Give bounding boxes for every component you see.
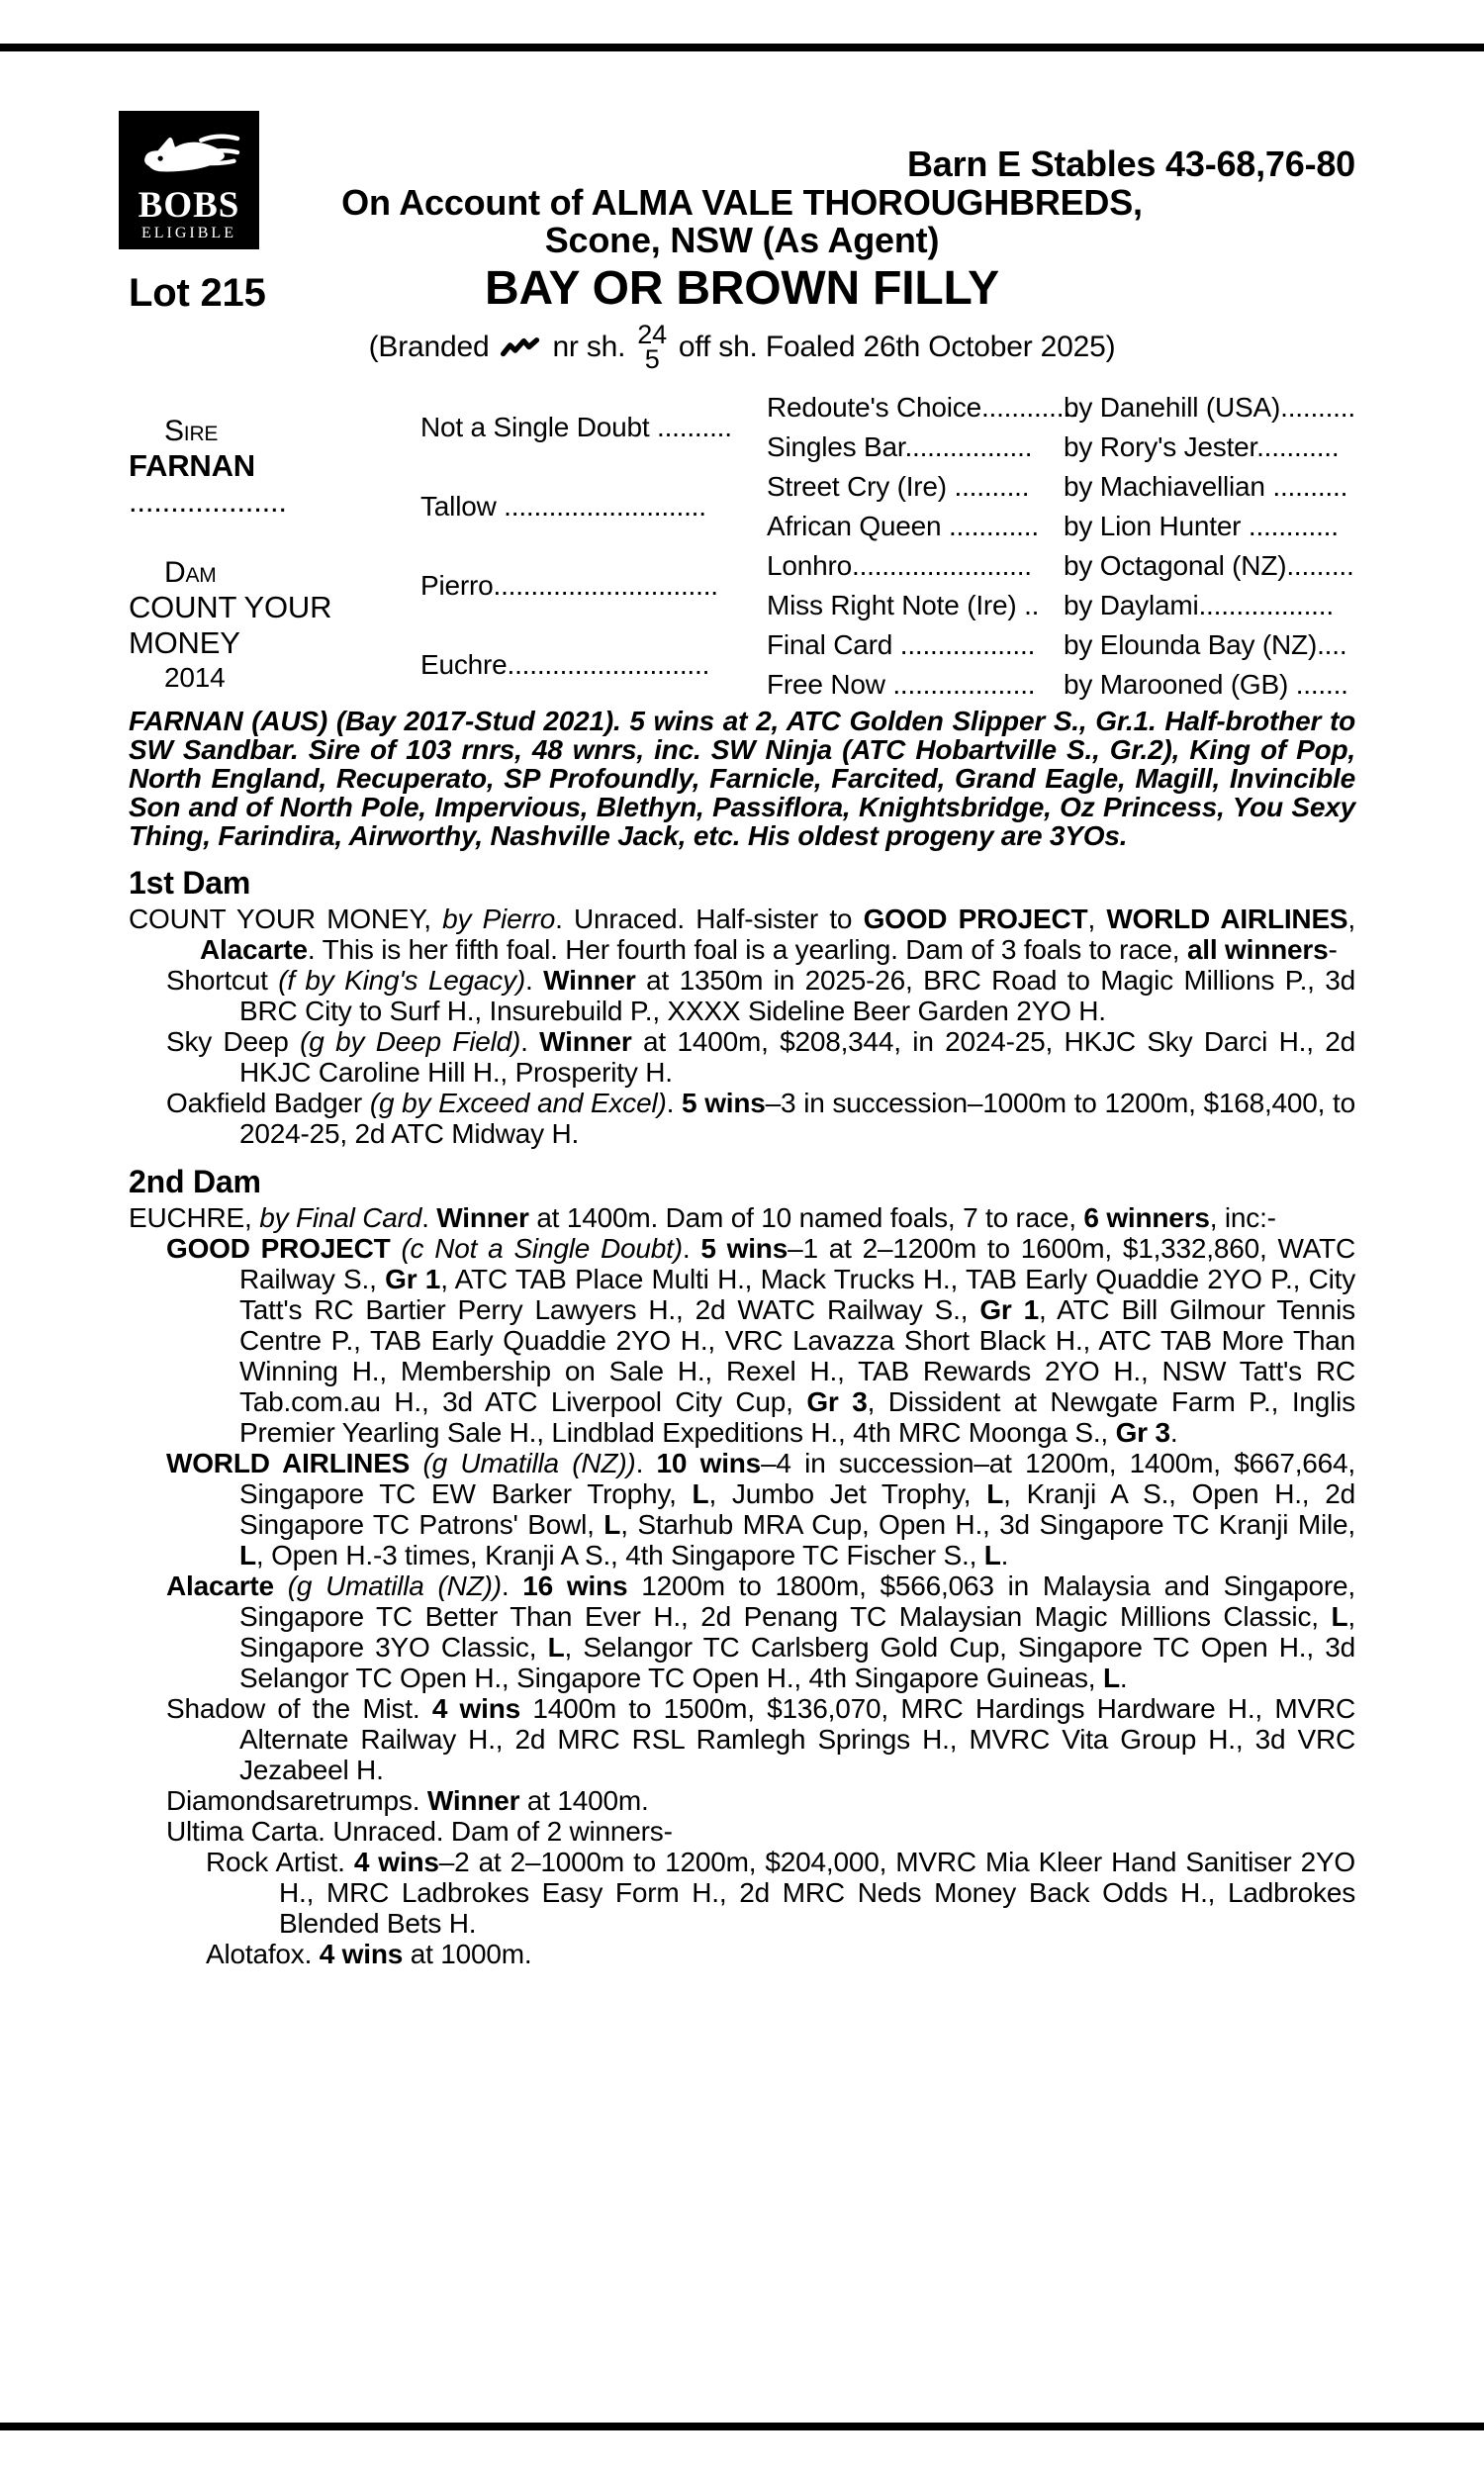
dam-year: 2014: [164, 662, 226, 693]
section-heading: 1st Dam: [129, 865, 251, 901]
pedigree-ancestor: Final Card ..................: [767, 629, 1036, 660]
text-run: 6 winners: [1083, 1202, 1210, 1233]
brand-number-top: 24: [637, 320, 667, 349]
text-run: Gr 1: [979, 1294, 1040, 1325]
text-run: 5 wins: [700, 1233, 788, 1264]
sire-summary: FARNAN (AUS) (Bay 2017-Stud 2021). 5 wins at 2, ATC Golden Slipper S., Gr.1. Half-brother to SW Sandbar. Sire of 103 rnrs, 48 wnrs, inc. SW Ninja (ATC Hobartville S., Gr.2), King of Pop, North England, Recuperato, SP Profoundly, Farnicle, Farcited, Grand Eagle, Magill, Invincible Son and of North Pole, Impervious, Blethyn, Passiflora, Knightsbridge, Oz Princess, You Sexy Thing, Farindira, Airworthy, Nashville Jack, etc. His oldest progeny are 3YOs.: [129, 706, 1355, 851]
text-run: by Pierro: [442, 904, 556, 934]
brand-number-bottom: 5: [644, 344, 660, 374]
text-run: Winner: [426, 1785, 520, 1816]
text-run: -: [1328, 934, 1338, 965]
text-run: GOOD PROJECT: [863, 904, 1088, 934]
page-title: BAY OR BROWN FILLY: [484, 262, 1000, 315]
text-run: 5 wins: [682, 1088, 766, 1118]
pedigree-paragraph: [129, 1570, 1355, 1693]
sire-name: FARNAN: [129, 448, 255, 483]
pedigree-ancestor: Free Now ...................: [767, 669, 1036, 700]
pedigree-dam-block: [129, 546, 420, 705]
pedigree-ancestor: Lonhro........................: [767, 550, 1032, 581]
logo-text-bobs: BOBS: [138, 185, 240, 226]
text-run: EUCHRE,: [129, 1202, 260, 1233]
text-run: .: [682, 1233, 701, 1264]
text-run: at 1350m in 2025-26, BRC Road to Magic Millions P., 3d BRC City to Surf H., Insurebuild P., XXXX Sideline Beer Garden 2YO H.: [239, 965, 1356, 1026]
title-row: [129, 263, 1355, 317]
text-run: , Singapore 3YO Classic,: [239, 1601, 1355, 1663]
text-run: 4 wins: [319, 1939, 404, 1969]
catalogue-body: [129, 707, 1355, 1969]
pedigree-gen2-sire-of-sire: Not a Single Doubt ..........: [420, 412, 732, 442]
text-run: (c Not a Single Doubt): [401, 1233, 683, 1264]
text-run: L: [239, 1540, 256, 1570]
text-run: 10 wins: [656, 1448, 762, 1478]
pedigree-ancestor-sire: by Daylami..................: [1064, 590, 1334, 620]
text-run: L: [983, 1540, 1001, 1570]
text-run: –4 in succession–at 1200m, 1400m, $667,664, Singapore TC EW Barker Trophy,: [239, 1448, 1355, 1509]
text-run: at 1400m. Dam of 10 named foals, 7 to race,: [528, 1202, 1084, 1233]
pedigree-ancestor-sire: by Danehill (USA)..........: [1064, 392, 1355, 423]
text-run: , Kranji A S., Open H., 2d Singapore TC Patrons' Bowl,: [239, 1478, 1355, 1540]
dam-section: [129, 866, 1355, 1149]
page-header: [129, 144, 1355, 372]
pedigree-gen2-dam-of-sire: Tallow ...........................: [420, 491, 706, 522]
pedigree-ancestor: Street Cry (Ire) ..........: [767, 471, 1030, 502]
branded-nr-sh: nr sh.: [552, 331, 626, 363]
barn-stables-line: Barn E Stables 43-68,76-80: [906, 143, 1355, 184]
text-run: Gr 1: [385, 1264, 441, 1294]
text-run: L: [1331, 1601, 1348, 1632]
pedigree-ancestor-sire: by Lion Hunter ............: [1064, 511, 1339, 541]
text-run: Diamondsaretrumps.: [166, 1785, 427, 1816]
pedigree-paragraph: [129, 1088, 1355, 1149]
pedigree-paragraph: [129, 1847, 1355, 1939]
text-run: Shadow of the Mist.: [166, 1693, 432, 1724]
text-run: 4 wins: [431, 1693, 520, 1724]
text-run: Gr 3: [806, 1386, 868, 1417]
text-run: .: [520, 1026, 540, 1057]
account-line-1: On Account of ALMA VALE THOROUGHBREDS,: [341, 182, 1143, 223]
text-run: .: [1000, 1540, 1009, 1570]
text-run: L: [547, 1632, 565, 1663]
text-run: GOOD PROJECT: [166, 1233, 402, 1264]
text-run: Alotafox.: [206, 1939, 320, 1969]
text-run: .: [635, 1448, 657, 1478]
text-run: 4 wins: [353, 1847, 439, 1877]
account-line-2: Scone, NSW (As Agent): [544, 220, 940, 260]
pedigree-paragraph: [129, 1026, 1355, 1088]
pedigree-paragraph: [129, 1785, 1355, 1816]
text-run: .: [421, 1202, 437, 1233]
text-run: (g Umatilla (NZ)): [422, 1448, 636, 1478]
text-run: L: [692, 1478, 709, 1509]
sire-name-line: [129, 448, 420, 520]
top-rule: [0, 44, 1484, 51]
text-run: , Open H.-3 times, Kranji A S., 4th Singapore TC Fischer S.,: [255, 1540, 984, 1570]
text-run: Winner: [543, 965, 636, 996]
dam-name: COUNT YOUR MONEY: [129, 590, 332, 660]
pedigree-paragraph: [129, 1233, 1355, 1448]
text-run: ,: [1087, 904, 1107, 934]
brand-number-fraction: [637, 320, 667, 374]
text-run: , Jumbo Jet Trophy,: [708, 1478, 987, 1509]
text-run: by Final Card: [259, 1202, 422, 1233]
pedigree-ancestor-sire: by Rory's Jester...........: [1064, 431, 1340, 462]
branded-prefix: (Branded: [368, 331, 490, 363]
text-run: , Starhub MRA Cup, Open H., 3d Singapore TC Kranji Mile,: [620, 1509, 1355, 1540]
text-run: L: [986, 1478, 1004, 1509]
pedigree-paragraph: [129, 1202, 1355, 1233]
bottom-rule: [0, 2423, 1484, 2430]
pedigree-ancestor-sire: by Machiavellian ..........: [1064, 471, 1348, 502]
text-run: . This is her fifth foal. Her fourth foal is a yearling. Dam of 3 foals to race,: [307, 934, 1187, 965]
text-run: (g by Deep Field): [300, 1026, 521, 1057]
dam-section: [129, 1165, 1355, 1969]
sire-label: Sire: [164, 415, 219, 447]
text-run: Rock Artist.: [206, 1847, 354, 1877]
text-run: WORLD AIRLINES: [166, 1448, 423, 1478]
text-run: (g Umatilla (NZ)): [287, 1570, 502, 1601]
pedigree-paragraph: [129, 1448, 1355, 1570]
text-run: .: [525, 965, 544, 996]
text-run: WORLD AIRLINES: [1106, 904, 1348, 934]
logo-text-eligible: ELIGIBLE: [141, 225, 236, 241]
section-heading: 2nd Dam: [129, 1164, 261, 1199]
text-run: .: [501, 1570, 523, 1601]
text-run: Oakfield Badger: [166, 1088, 370, 1118]
pedigree-paragraph: [129, 904, 1355, 965]
text-run: Winner: [436, 1202, 529, 1233]
text-run: , inc:-: [1209, 1202, 1276, 1233]
text-run: at 1400m.: [519, 1785, 649, 1816]
pedigree-paragraph: [129, 1816, 1355, 1847]
text-run: , ATC TAB Place Multi H., Mack Trucks H., TAB Early Quaddie 2YO P., City Tatt's RC Bartier Perry Lawyers H., 2d WATC Railway S.,: [239, 1264, 1355, 1325]
text-run: –3 in succession–1000m to 1200m, $168,400, to 2024-25, 2d ATC Midway H.: [239, 1088, 1355, 1149]
text-run: ,: [1347, 904, 1355, 934]
text-run: Sky Deep: [166, 1026, 301, 1057]
lot-number: Lot 215: [129, 271, 266, 315]
sire-dots: ...................: [129, 484, 287, 519]
text-run: Ultima Carta. Unraced. Dam of 2 winners-: [166, 1816, 673, 1847]
text-run: –2 at 2–1000m to 1200m, $204,000, MVRC Mia Kleer Hand Sanitiser 2YO H., MRC Ladbrokes Easy Form H., 2d MRC Neds Money Back Odds H., Ladbrokes Blended Bets H.: [279, 1847, 1356, 1939]
pedigree-ancestor-sire: by Octagonal (NZ).........: [1064, 550, 1354, 581]
text-run: –1 at 2–1200m to 1600m, $1,332,860, WATC Railway S.,: [239, 1233, 1355, 1294]
pedigree-paragraph: [129, 1693, 1355, 1785]
text-run: all winners: [1186, 934, 1329, 965]
text-run: L: [1102, 1663, 1120, 1693]
text-run: 1400m to 1500m, $136,070, MRC Hardings Hardware H., MVRC Alternate Railway H., 2d MRC RSL Ramlegh Springs H., MVRC Vita Group H., 3d VRC Jezabeel H.: [239, 1693, 1355, 1785]
text-run: 1200m to 1800m, $566,063 in Malaysia and Singapore, Singapore TC Better Than Ever H., 2d Penang TC Malaysian Magic Millions Classic,: [239, 1570, 1356, 1632]
text-run: at 1000m.: [403, 1939, 532, 1969]
text-run: at 1400m, $208,344, in 2024-25, HKJC Sky Darci H., 2d HKJC Caroline Hill H., Prosperity H.: [239, 1026, 1356, 1088]
text-run: , ATC Bill Gilmour Tennis Centre P., TAB Early Quaddie 2YO H., VRC Lavazza Short Black H., ATC TAB More Than Winning H., Membership on Sale H., Rexel H., TAB Rewards 2YO H., NSW Tatt's RC Tab.com.au H., 3d ATC Liverpool City Cup,: [239, 1294, 1355, 1417]
text-run: (g by Exceed and Excel): [369, 1088, 667, 1118]
text-run: Gr 3: [1115, 1417, 1170, 1448]
text-run: Alacarte: [200, 934, 308, 965]
pedigree-ancestor: Singles Bar.................: [767, 431, 1033, 462]
text-run: Alacarte: [166, 1570, 288, 1601]
branded-suffix: off sh. Foaled 26th October 2025): [678, 331, 1116, 363]
text-run: Shortcut: [166, 965, 279, 996]
text-run: 16 wins: [522, 1570, 628, 1601]
pedigree-gen2-dam-of-dam: Euchre...........................: [420, 649, 710, 680]
pedigree-ancestor: Miss Right Note (Ire) ..: [767, 590, 1040, 620]
branded-line: [129, 320, 1355, 374]
pedigree-ancestor-sire: by Marooned (GB) .......: [1064, 669, 1348, 700]
pedigree-gen2-sire-of-dam: Pierro..............................: [420, 570, 718, 601]
text-run: L: [603, 1509, 621, 1540]
pedigree-ancestor: Redoute's Choice.............: [767, 392, 1079, 423]
text-run: .: [1119, 1663, 1128, 1693]
pedigree-paragraph: [129, 1939, 1355, 1969]
dam-sections: [129, 866, 1355, 1969]
text-run: , Selangor TC Carlsberg Gold Cup, Singapore TC Open H., 3d Selangor TC Open H., Singapore TC Open H., 4th Singapore Guineas,: [239, 1632, 1355, 1693]
pedigree-paragraph: [129, 965, 1355, 1026]
text-run: , Dissident at Newgate Farm P., Inglis Premier Yearling Sale H., Lindblad Expeditions H., 4th MRC Moonga S.,: [239, 1386, 1355, 1448]
pedigree-ancestor: African Queen ............: [767, 511, 1039, 541]
brand-mark-icon: [501, 336, 540, 359]
pedigree-sire-block: [129, 388, 420, 546]
text-run: Winner: [539, 1026, 632, 1057]
text-run: (f by King's Legacy): [278, 965, 526, 996]
dam-label: Dam: [164, 556, 217, 589]
text-run: COUNT YOUR MONEY,: [129, 904, 443, 934]
text-run: .: [666, 1088, 683, 1118]
pedigree-ancestor-sire: by Elounda Bay (NZ)....: [1064, 629, 1347, 660]
text-run: .: [1169, 1417, 1178, 1448]
pedigree-table: [129, 388, 1355, 705]
text-run: . Unraced. Half-sister to: [555, 904, 864, 934]
